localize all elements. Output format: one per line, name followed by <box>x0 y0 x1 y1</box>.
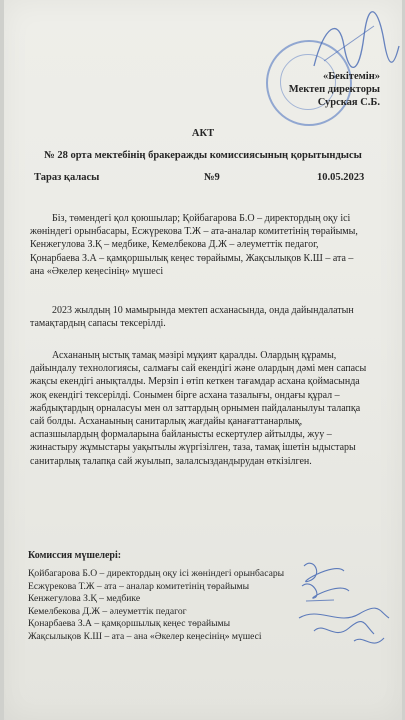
members-heading: Комиссия мүшелері: <box>28 550 122 561</box>
member-line: Кемелбекова Д.Ж – әлеуметтік педагог <box>28 605 187 617</box>
document-subtitle: № 28 орта мектебінің бракеражды комиссиясының қорытындысы <box>44 150 362 161</box>
paragraph-inspection-date: 2023 жылдың 10 мамырында мектеп асханасында, онда дайындалатын тамақтардың сапасы тексерілді. <box>30 305 354 330</box>
members-list <box>28 568 284 643</box>
member-line: Жақсылықов К.Ш – ата – ана «Әкелер кеңесінің» мүшесі <box>28 630 262 642</box>
approval-position: Мектеп директоры <box>288 84 380 95</box>
document-number: №9 <box>204 172 220 183</box>
member-line: Қойбагарова Б.О – директордың оқу ісі жөніндегі орынбасары <box>28 568 285 579</box>
document-title: АКТ <box>191 128 215 139</box>
member-line: Есжүрекова Т.Ж – ата – аналар комитетінің төрайымы <box>28 580 250 592</box>
member-line: Кенжегулова З.Қ – медбике <box>28 593 141 604</box>
approval-name: Сурская С.Б. <box>317 97 380 108</box>
document-date: 10.05.2023 <box>317 172 365 183</box>
approval-label: «Бекітемін» <box>322 71 380 82</box>
document-page <box>4 0 402 720</box>
member-line: Қонарбаева З.А – қамқоршылық кеңес төрайымы <box>28 618 231 629</box>
member-signatures <box>294 556 394 656</box>
approval-block <box>289 70 380 109</box>
paragraph-participants: Біз, төмендегі қол қоюшылар; Қойбагарова Б.О – директордың оқу ісі жөніндегі орынбасары, Есжүрекова Т.Ж – ата-аналар комитетінің төрайымы, Кенжегулова З.Қ – медбике, Кемелбекова Д.Ж – әлеуметтік педагог, Қонарбаева З.А – қамқоршылық кеңес төрайымы, Жақсылықов К.Ш – ата – ана «Әкелер кеңесінің» мүшесі <box>30 213 358 277</box>
document-city: Тараз қаласы <box>34 172 100 183</box>
paragraph-findings: Асхананың ыстық тамақ мәзірі мұқият қаралды. Олардың құрамы, дайындалу технологиясы, салмағы сай екендігі және олардың дәмі мен сапасы жақсы екендігі анықталды. Мерзіп і өтіп кеткен тағамдар асхана қоймасында жоқ екендігі тексерілді. Сонымен бірге асхана тазалығы, ондағы құрал – жабдықтардың орналасуы мен ол заттардың орнымен пайдаланылуы талапқа сай болды. Асханаының санитарлық жағдайы қанағаттанарлық, аспазшылардың формаларына байланысты ескертулер айтылды, жуу – жинастыру жұмыстары уақытылы жүргізілген, таза, тамақ ішетін ыдыстары санитарлық талапқа сай жуылып, залалсыздандырудан өткізілген. <box>30 350 367 467</box>
